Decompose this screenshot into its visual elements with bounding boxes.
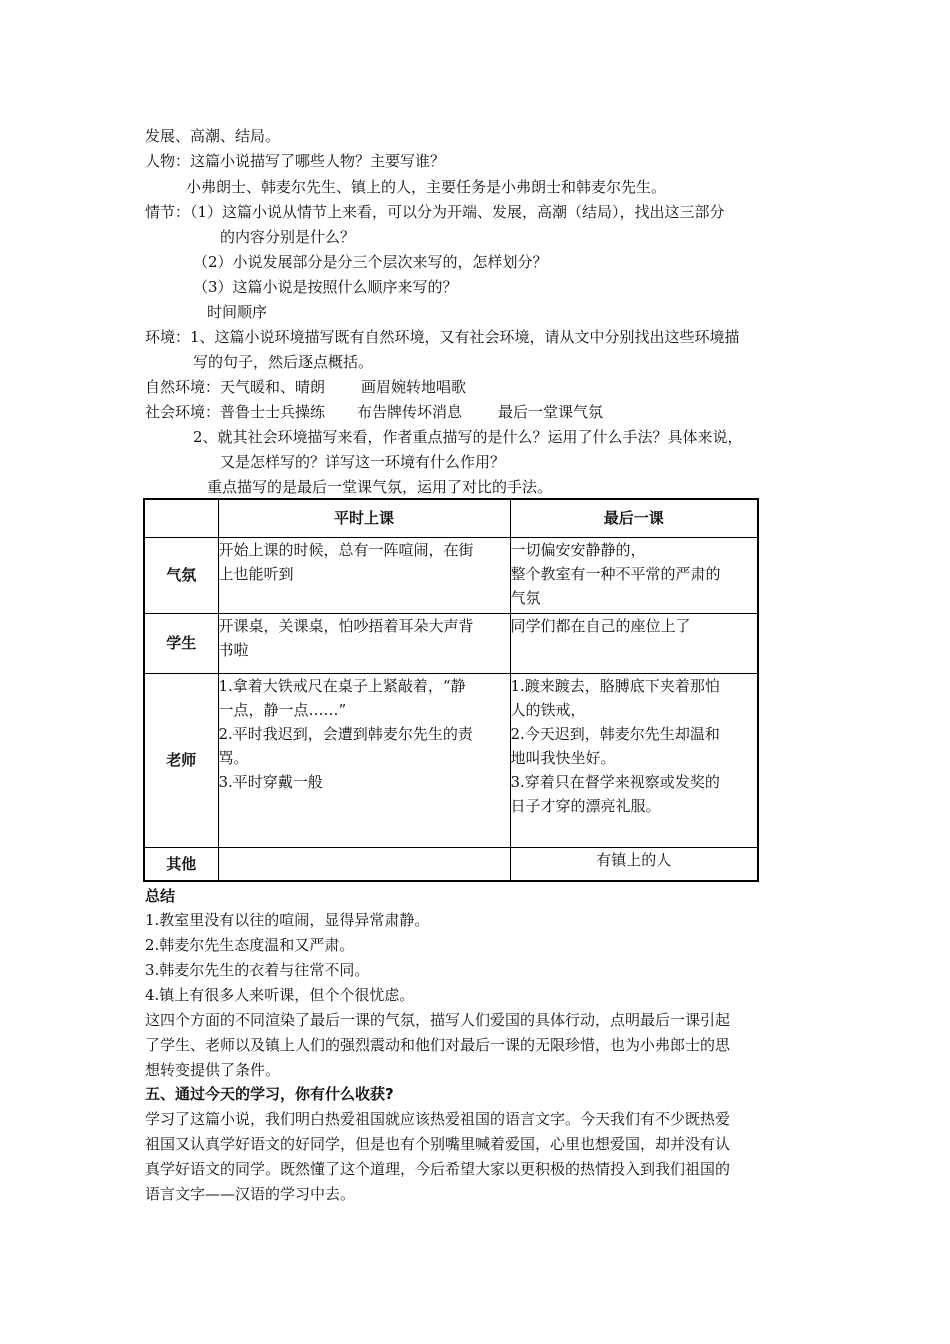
column-header-last: 最后一课 (510, 499, 758, 537)
summary-item: 2.韩麦尔先生态度温和又严肃。 (145, 936, 355, 954)
summary-item: 4.镇上有很多人来听课，但个个很忧虑。 (145, 986, 415, 1004)
cell-line: 1.拿着大铁戒尺在桌子上紧敲着，“静 (218, 676, 466, 695)
row-header-other: 其他 (144, 847, 218, 881)
cell-line: 开始上课的时候，总有一阵喧闹，在街 (218, 540, 474, 559)
plot-question-3: （3）这篇小说是按照什么顺序来写的？ (193, 278, 458, 296)
summary-item: 3.韩麦尔先生的衣着与往常不同。 (145, 961, 370, 979)
cell-line: 整个教室有一种不平常的严肃的 (510, 564, 721, 583)
cell-line: 有镇上的人 (596, 850, 672, 869)
social-environment-a: 社会环境：普鲁士士兵操练 (145, 403, 326, 421)
cell-line: 2.今天迟到，韩麦尔先生却温和 (510, 724, 720, 743)
summary-title: 总结 (145, 887, 176, 905)
summary-para-line: 想转变提供了条件。 (145, 1061, 281, 1079)
characters-answer: 小弗朗士、韩麦尔先生、镇上的人，主要任务是小弗朗士和韩麦尔先生。 (186, 178, 667, 196)
plot-question-1-cont: 的内容分别是什么？ (220, 228, 356, 246)
plot-answer-3: 时间顺序 (207, 303, 268, 321)
cell-line: 开课桌，关课桌，怕吵捂着耳朵大声背 (218, 616, 474, 635)
cell-line: 2.平时我迟到，会遭到韩麦尔先生的责 (218, 724, 473, 743)
row-header-students: 学生 (144, 613, 218, 673)
cell-line: 气氛 (510, 588, 541, 607)
cell-line: 1.踱来踱去，胳膊底下夹着那怕 (510, 676, 720, 695)
social-environment (145, 402, 603, 422)
comparison-table (143, 498, 759, 882)
environment-answer-2: 重点描写的是最后一堂课气氛，运用了对比的手法。 (207, 478, 553, 496)
section-five-para-line: 祖国又认真学好语文的好同学，但是也有个别嘴里喊着爱国，心里也想爱国，却并没有认 (145, 1135, 731, 1153)
environment-question-1-cont: 写的句子，然后逐点概括。 (193, 353, 374, 371)
environment-question-1: 环境：1、这篇小说环境描写既有自然环境，又有社会环境，请从文中分别找出这些环境描 (145, 328, 740, 346)
cell-usual-other (218, 847, 510, 881)
cell-line: 3.平时穿戴一般 (218, 772, 323, 791)
social-environment-c: 最后一堂课气氛 (498, 403, 604, 421)
summary-para-line: 了学生、老师以及镇上人们的强烈震动和他们对最后一课的无限珍惜，也为小弗郎士的思 (145, 1036, 731, 1054)
cell-line: 上也能听到 (218, 564, 294, 583)
section-five-para-line: 真学好语文的同学。既然懂了这个道理，今后希望大家以更积极的热情投入到我们祖国的 (145, 1160, 731, 1178)
table-row (144, 537, 758, 613)
cell-line: 日子才穿的漂亮礼服。 (510, 796, 661, 815)
plot-question-2: （2）小说发展部分是分三个层次来写的，怎样划分？ (193, 253, 548, 271)
cell-line: 一切偏安安静静的， (510, 540, 646, 559)
summary-item: 1.教室里没有以往的喧闹，显得异常肃静。 (145, 911, 430, 929)
cell-last-teacher (510, 673, 758, 847)
section-five-para-line: 语言文字——汉语的学习中去。 (145, 1185, 356, 1203)
table-row (144, 847, 758, 881)
natural-environment-a: 自然环境：天气暖和、晴朗 (145, 378, 326, 396)
natural-environment (145, 377, 466, 397)
cell-usual-students (218, 613, 510, 673)
cell-line: 同学们都在自己的座位上了 (510, 616, 691, 635)
table-row (144, 673, 758, 847)
cell-usual-atmosphere (218, 537, 510, 613)
characters-question: 人物：这篇小说描写了哪些人物？主要写谁？ (145, 152, 446, 170)
table-corner (144, 499, 218, 537)
cell-last-students (510, 613, 758, 673)
cell-line: 骂。 (218, 748, 249, 767)
cell-usual-teacher (218, 673, 510, 847)
table-row (144, 613, 758, 673)
plot-question-1: 情节：（1）这篇小说从情节上来看，可以分为开端、发展，高潮（结局），找出这三部分 (145, 203, 725, 221)
environment-question-2-cont: 又是怎样写的？详写这一环境有什么作用？ (220, 453, 506, 471)
column-header-usual: 平时上课 (218, 499, 510, 537)
text-line: 发展、高潮、结局。 (145, 127, 281, 145)
table-header-row (144, 499, 758, 537)
section-five-title: 五、通过今天的学习，你有什么收获? (145, 1085, 394, 1103)
environment-question-2: 2、就其社会环境描写来看，作者重点描写的是什么？运用了什么手法？具体来说， (193, 428, 743, 446)
cell-line: 人的铁戒， (510, 700, 586, 719)
cell-last-atmosphere (510, 537, 758, 613)
section-five-para-line: 学习了这篇小说，我们明白热爱祖国就应该热爱祖国的语言文字。今天我们有不少既热爱 (145, 1110, 731, 1128)
natural-environment-b: 画眉婉转地唱歌 (361, 378, 467, 396)
cell-last-other (510, 847, 758, 881)
row-header-atmosphere: 气氛 (144, 537, 218, 613)
row-header-teacher: 老师 (144, 673, 218, 847)
cell-line: 一点，静一点……” (218, 700, 347, 719)
cell-line: 3.穿着只在督学来视察或发奖的 (510, 772, 720, 791)
cell-line: 地叫我快坐好。 (510, 748, 616, 767)
social-environment-b: 布告牌传坏消息 (357, 403, 463, 421)
cell-line: 书啦 (218, 640, 249, 659)
summary-para-line: 这四个方面的不同渲染了最后一课的气氛，描写人们爱国的具体行动，点明最后一课引起 (145, 1011, 731, 1029)
